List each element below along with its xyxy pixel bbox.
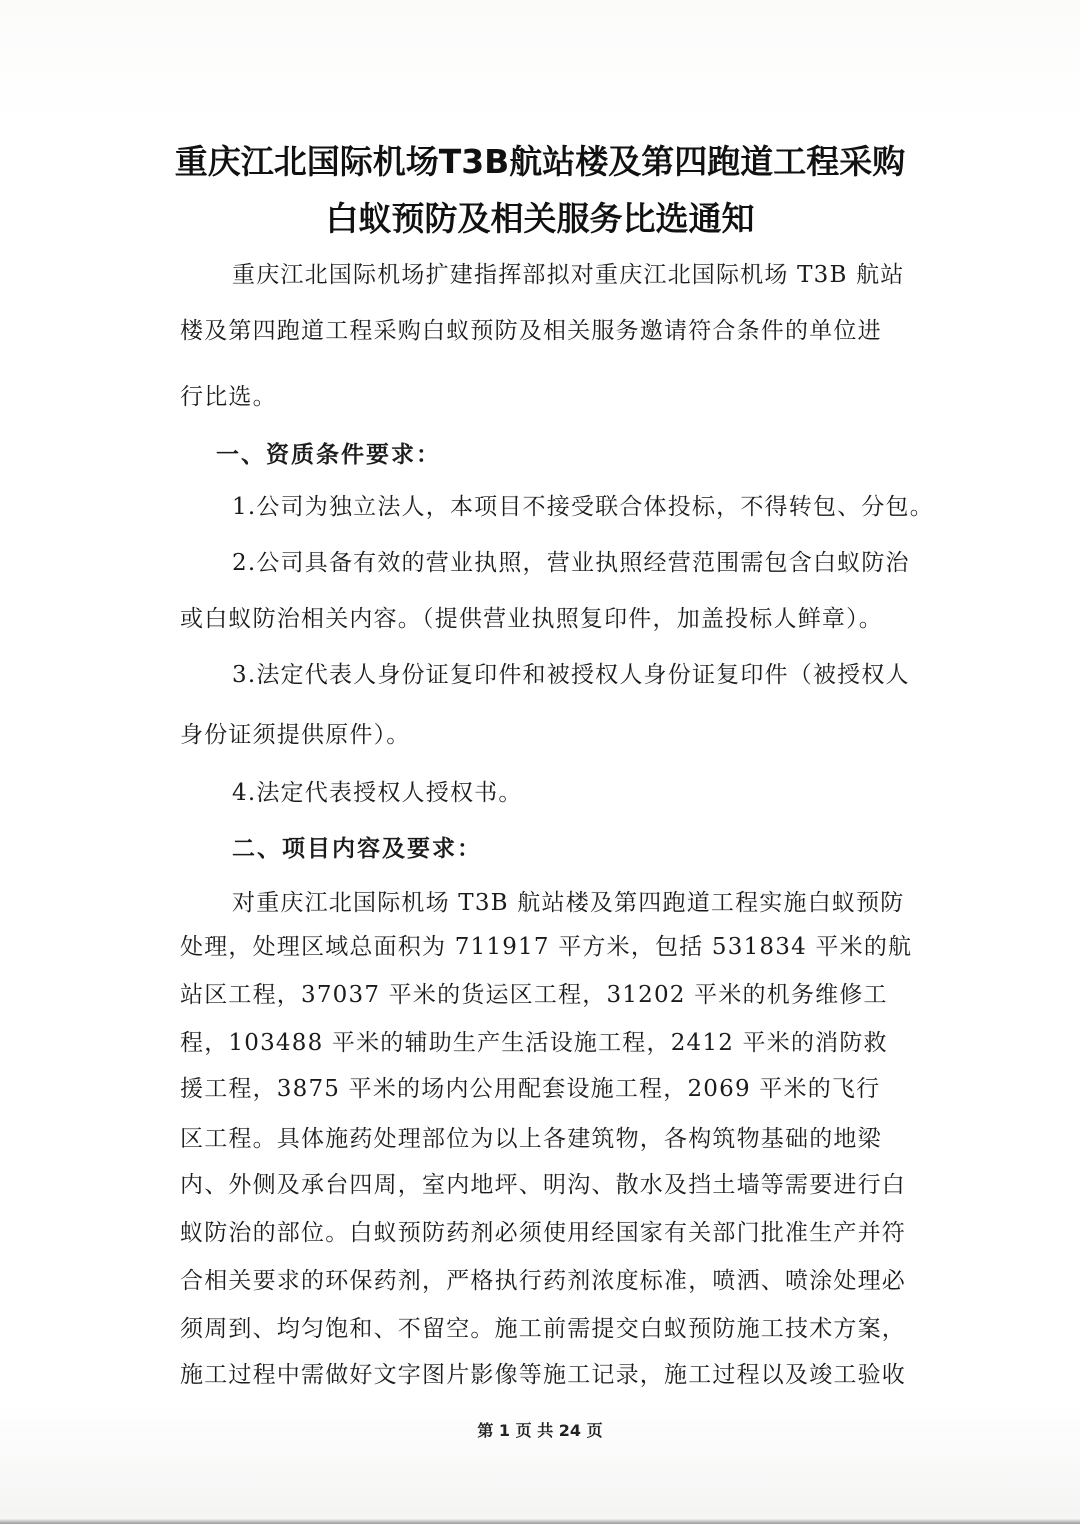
section-1-item-3: 3.法定代表人身份证复印件和被授权人身份证复印件（被授权人 <box>232 662 910 688</box>
section-2-line-3: 站区工程，37037 平米的货运区工程，31202 平米的机务维修工 <box>180 982 888 1008</box>
section-2-line-9: 合相关要求的环保药剂，严格执行药剂浓度标准，喷洒、喷涂处理必 <box>180 1268 906 1294</box>
section-1-item-2-cont: 或白蚁防治相关内容。（提供营业执照复印件，加盖投标人鲜章）。 <box>180 606 883 632</box>
section-2-line-4: 程，103488 平米的辅助生产生活设施工程，2412 平米的消防救 <box>180 1030 888 1056</box>
section-2-line-11: 施工过程中需做好文字图片影像等施工记录，施工过程以及竣工验收 <box>180 1362 906 1388</box>
section-1-item-2: 2.公司具备有效的营业执照，营业执照经营范围需包含白蚁防治 <box>232 550 910 576</box>
page-number-footer: 第 1 页 共 24 页 <box>477 1421 603 1440</box>
section-2-line-5: 援工程，3875 平米的场内公用配套设施工程，2069 平米的飞行 <box>180 1076 881 1102</box>
section-1-item-3-cont: 身份证须提供原件）。 <box>180 722 411 748</box>
intro-line-3: 行比选。 <box>180 384 277 410</box>
section-2-heading: 二、项目内容及要求： <box>232 836 482 862</box>
section-2-line-2: 处理，处理区域总面积为 711917 平方米，包括 531834 平米的航 <box>180 934 913 960</box>
section-2-line-7: 内、外侧及承台四周，室内地坪、明沟、散水及挡土墙等需要进行白 <box>180 1172 906 1198</box>
section-1-item-1: 1.公司为独立法人，本项目不接受联合体投标，不得转包、分包。 <box>232 494 934 520</box>
scan-bottom-edge <box>0 1518 1080 1524</box>
section-1-item-4: 4.法定代表授权人授权书。 <box>232 780 523 806</box>
section-2-line-6: 区工程。具体施药处理部位为以上各建筑物，各构筑物基础的地梁 <box>180 1126 882 1152</box>
document-title-line-2: 白蚁预防及相关服务比选通知 <box>325 199 755 238</box>
section-1-heading: 一、资质条件要求： <box>216 442 441 468</box>
section-2-line-1: 对重庆江北国际机场 T3B 航站楼及第四跑道工程实施白蚁预防 <box>232 890 905 916</box>
intro-line-2: 楼及第四跑道工程采购白蚁预防及相关服务邀请符合条件的单位进 <box>180 318 882 344</box>
section-2-line-8: 蚁防治的部位。白蚁预防药剂必须使用经国家有关部门批准生产并符 <box>180 1220 906 1246</box>
document-title-line-1: 重庆江北国际机场T3B航站楼及第四跑道工程采购 <box>174 142 906 181</box>
section-2-line-10: 须周到、均匀饱和、不留空。施工前需提交白蚁预防施工技术方案， <box>180 1316 906 1342</box>
intro-line-1: 重庆江北国际机场扩建指挥部拟对重庆江北国际机场 T3B 航站 <box>232 262 905 288</box>
